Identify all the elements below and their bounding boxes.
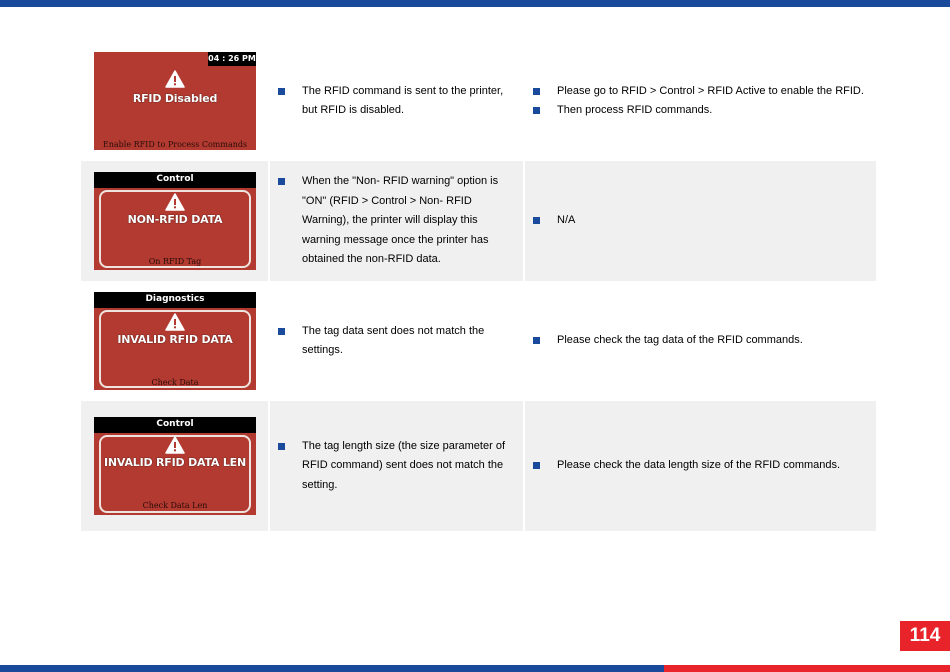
description-cell: [269, 161, 524, 281]
top-accent-bar: [0, 0, 950, 7]
table-row: [81, 401, 876, 531]
warning-icon: [165, 313, 185, 331]
rfid-error-table: [81, 41, 876, 531]
table-row: [81, 161, 876, 281]
bottom-bar-red: [664, 665, 950, 672]
screen-title: INVALID RFID DATA LEN: [104, 456, 246, 469]
list-item: Please check the tag data of the RFID commands.: [525, 331, 868, 351]
screen-header: Diagnostics: [94, 292, 256, 308]
warning-icon: [165, 436, 185, 454]
lcd-screen-invalid-rfid-data-len: [94, 417, 256, 515]
screen-cell: [81, 41, 269, 161]
bottom-bar-blue: [0, 665, 664, 672]
list-item: Then process RFID commands.: [525, 101, 868, 121]
lcd-screen-rfid-disabled: [94, 52, 256, 150]
table-row: [81, 41, 876, 161]
description-cell: [269, 281, 524, 401]
bottom-accent-bar: [0, 665, 950, 672]
list-item: Please check the data length size of the RFID commands.: [525, 456, 868, 476]
warning-icon: [165, 193, 185, 211]
list-item: Please go to RFID > Control > RFID Active to enable the RFID.: [525, 82, 868, 102]
screen-header: Control: [94, 417, 256, 433]
screen-title: RFID Disabled: [132, 92, 218, 105]
screen-subtitle: On RFID Tag: [148, 257, 202, 266]
table-row: [81, 281, 876, 401]
screen-subtitle: Check Data: [151, 378, 199, 387]
list-item: The tag length size (the size parameter of RFID command) sent does not match the setting.: [270, 437, 515, 496]
lcd-screen-non-rfid-data: [94, 172, 256, 270]
solution-cell: [524, 161, 876, 281]
solution-cell: [524, 281, 876, 401]
description-cell: [269, 41, 524, 161]
clock-readout: 04 : 26 PM: [208, 52, 256, 66]
list-item: N/A: [525, 211, 868, 231]
solution-cell: [524, 401, 876, 531]
list-item: The tag data sent does not match the settings.: [270, 322, 515, 361]
screen-cell: [81, 161, 269, 281]
screen-title: NON-RFID DATA: [127, 213, 223, 226]
list-item: When the "Non- RFID warning" option is "ON" (RFID > Control > Non- RFID Warning), the printer will display this warning message once the printer has obtained the non-RFID data.: [270, 172, 515, 270]
list-item: The RFID command is sent to the printer, but RFID is disabled.: [270, 82, 515, 121]
lcd-screen-invalid-rfid-data: [94, 292, 256, 390]
description-cell: [269, 401, 524, 531]
screen-subtitle: Check Data Len: [142, 501, 208, 510]
screen-title: INVALID RFID DATA: [117, 333, 233, 346]
page-number: 114: [900, 621, 950, 651]
screen-header: Control: [94, 172, 256, 188]
warning-icon: [165, 70, 185, 88]
screen-cell: [81, 401, 269, 531]
solution-cell: [524, 41, 876, 161]
screen-cell: [81, 281, 269, 401]
screen-subtitle: Enable RFID to Process Commands: [102, 140, 248, 149]
